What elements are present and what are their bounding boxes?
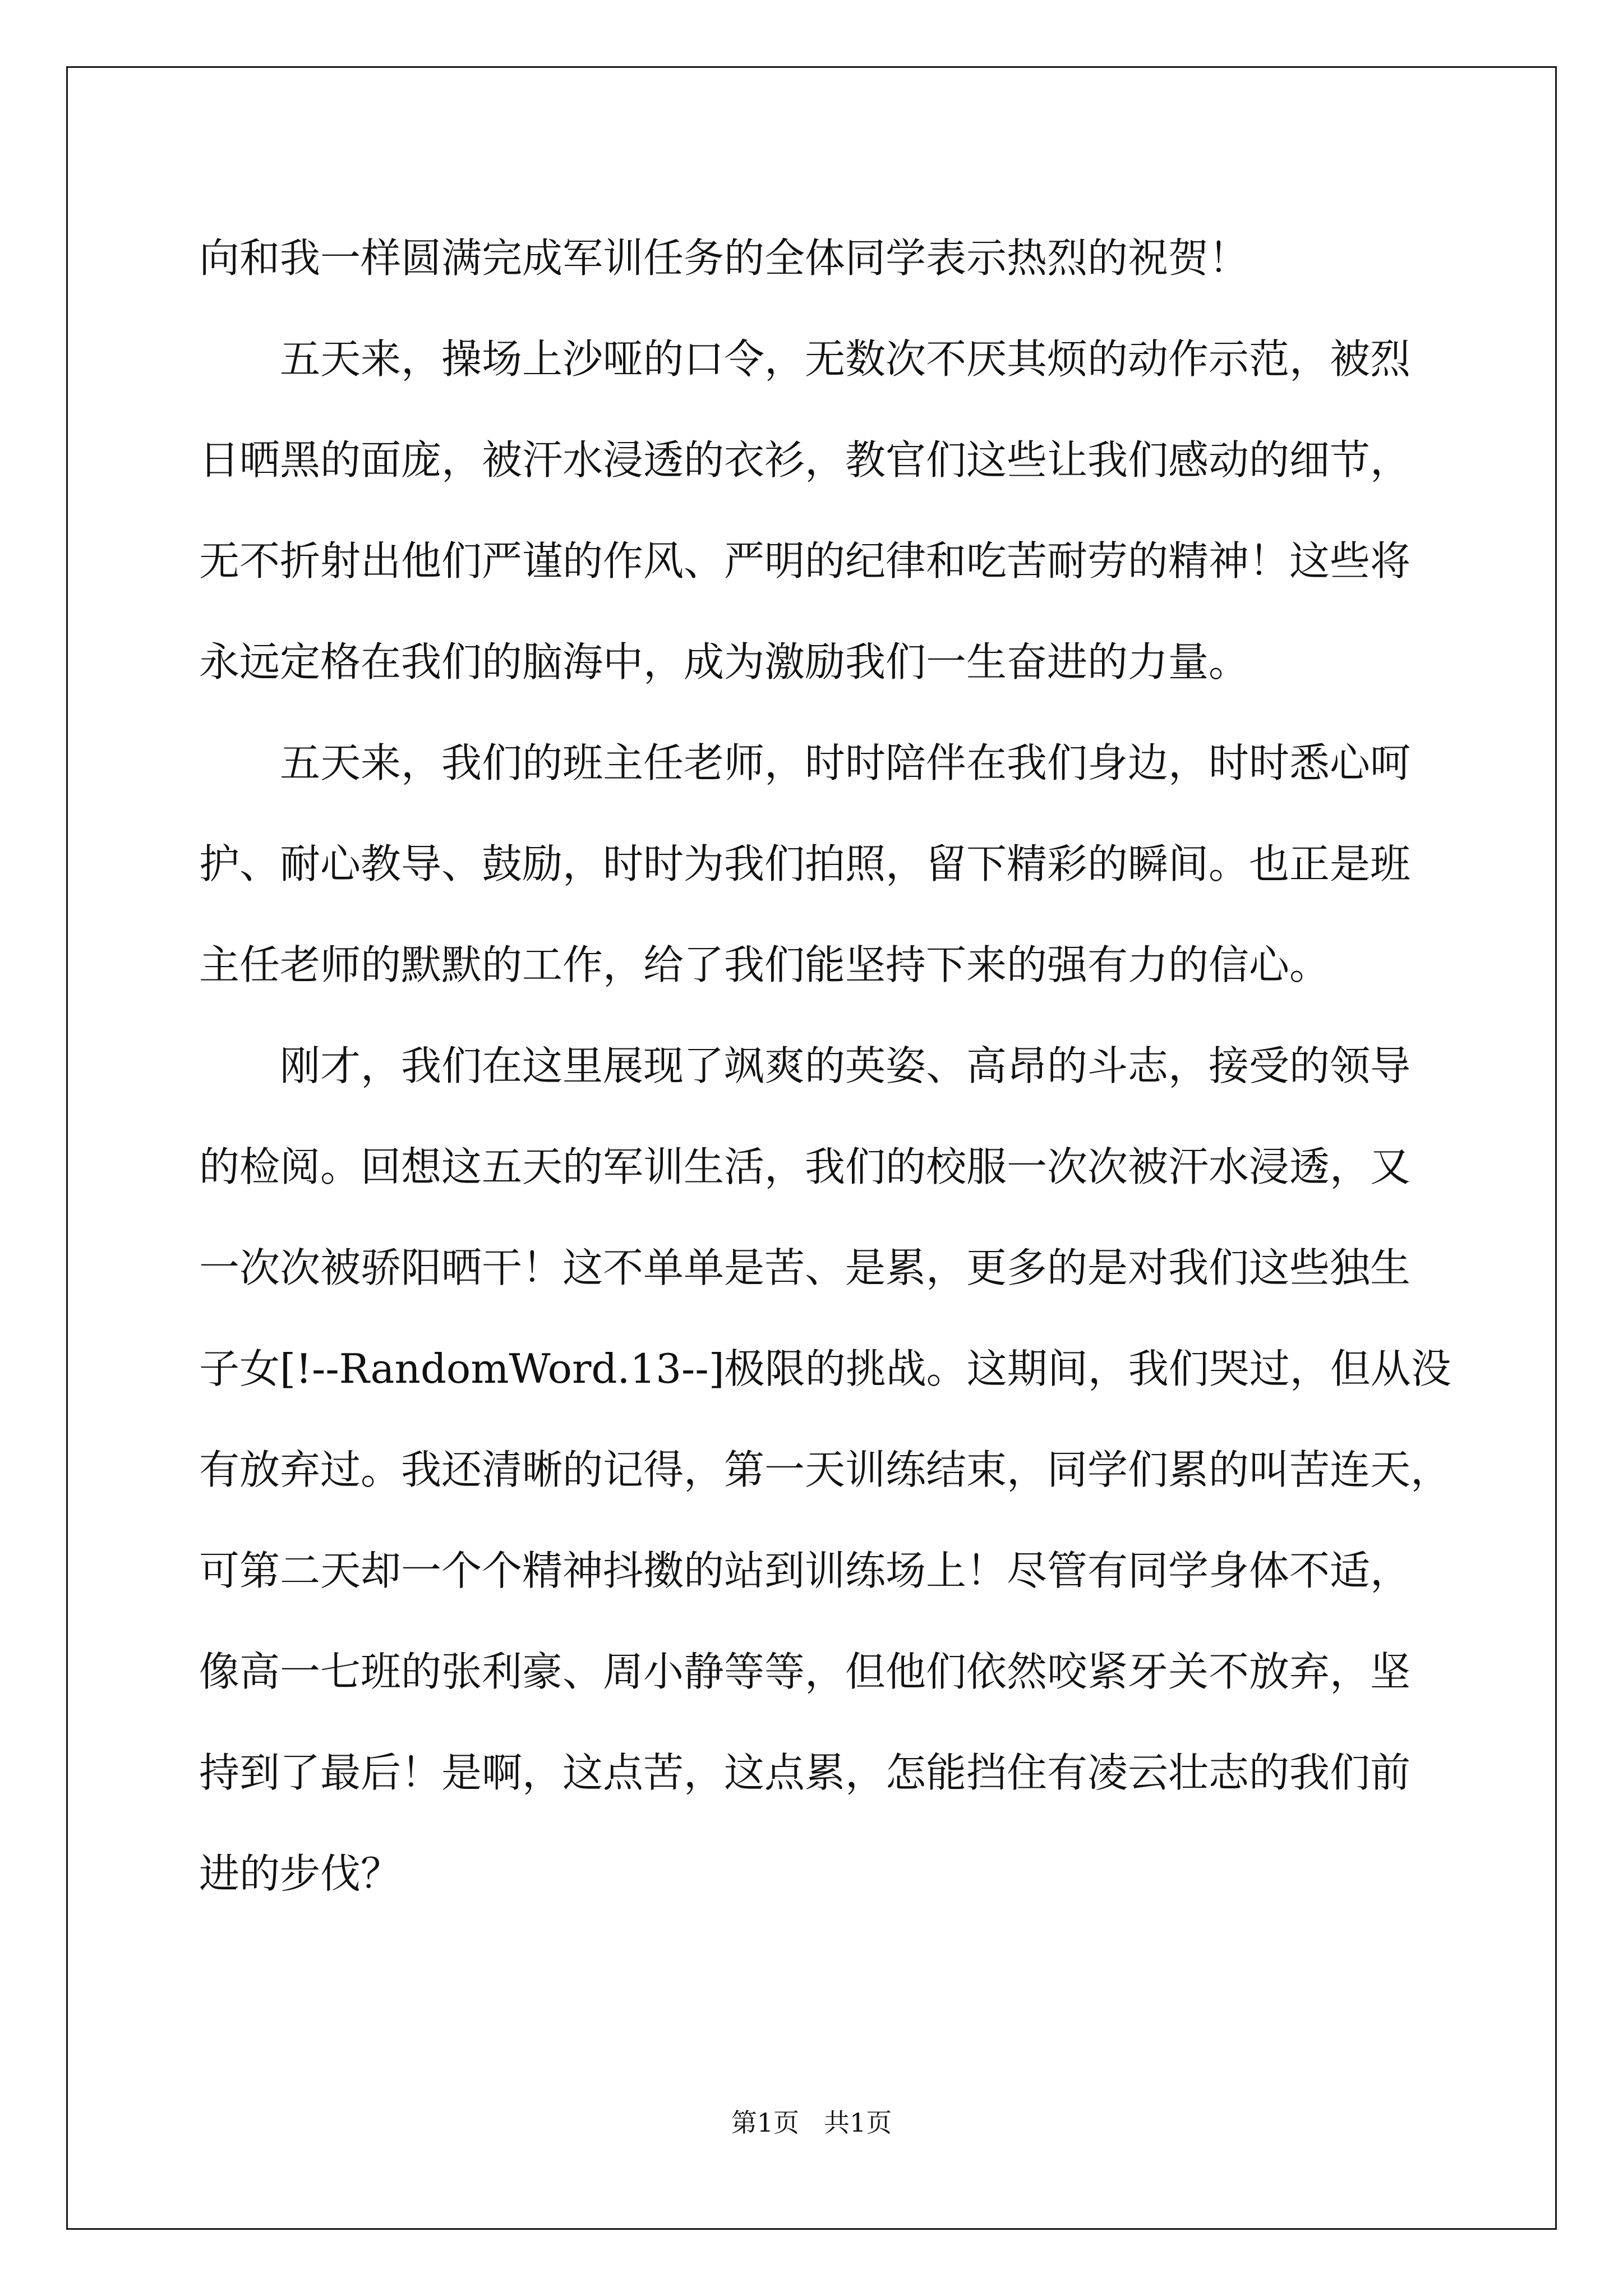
paragraph: [199, 309, 1455, 712]
text-line: 五天来，操场上沙哑的口令，无数次不厌其烦的动作示范，被烈: [280, 335, 1411, 383]
text-line: 向和我一样圆满完成军训任务的全体同学表示热烈的祝贺！: [199, 234, 1249, 282]
document-body: [199, 208, 1455, 1924]
text-line: 主任老师的默默的工作，给了我们能坚持下来的强有力的信心。: [199, 941, 1330, 988]
text-line: 子女[!--RandomWord.13--]极限的挑战。这期间，我们哭过，但从没: [199, 1345, 1451, 1392]
text-line: 一次次被骄阳晒干！这不单单是苦、是累，更多的是对我们这些独生: [199, 1244, 1411, 1291]
footer-spacer: [799, 2108, 824, 2138]
text-line: 护、耐心教导、鼓励，时时为我们拍照，留下精彩的瞬间。也正是班: [199, 840, 1411, 887]
text-line: 进的步伐？: [199, 1850, 402, 1897]
text-line: 刚才，我们在这里展现了飒爽的英姿、高昂的斗志，接受的领导: [280, 1042, 1411, 1089]
page-number-current: 第1页: [731, 2108, 800, 2138]
text-line: 五天来，我们的班主任老师，时时陪伴在我们身边，时时悉心呵: [280, 739, 1411, 786]
paragraph: [199, 1015, 1455, 1924]
page-footer: [0, 2102, 1623, 2139]
text-line: 像高一七班的张利豪、周小静等等，但他们依然咬紧牙关不放弃，坚: [199, 1648, 1411, 1695]
text-line: 永远定格在我们的脑海中，成为激励我们一生奋进的力量。: [199, 638, 1249, 685]
text-line: 无不折射出他们严谨的作风、严明的纪律和吃苦耐劳的精神！这些将: [199, 537, 1411, 585]
text-line: 日晒黑的面庞，被汗水浸透的衣衫，教官们这些让我们感动的细节，: [199, 436, 1411, 484]
paragraph: [199, 208, 1455, 309]
page-number-total: 共1页: [823, 2108, 892, 2138]
text-line: 有放弃过。我还清晰的记得，第一天训练结束，同学们累的叫苦连天，: [199, 1446, 1451, 1493]
text-line: 可第二天却一个个精神抖擞的站到训练场上！尽管有同学身体不适，: [199, 1547, 1411, 1594]
paragraph: [199, 712, 1455, 1015]
text-line: 的检阅。回想这五天的军训生活，我们的校服一次次被汗水浸透，又: [199, 1143, 1411, 1190]
text-line: 持到了最后！是啊，这点苦，这点累，怎能挡住有凌云壮志的我们前: [199, 1749, 1411, 1796]
